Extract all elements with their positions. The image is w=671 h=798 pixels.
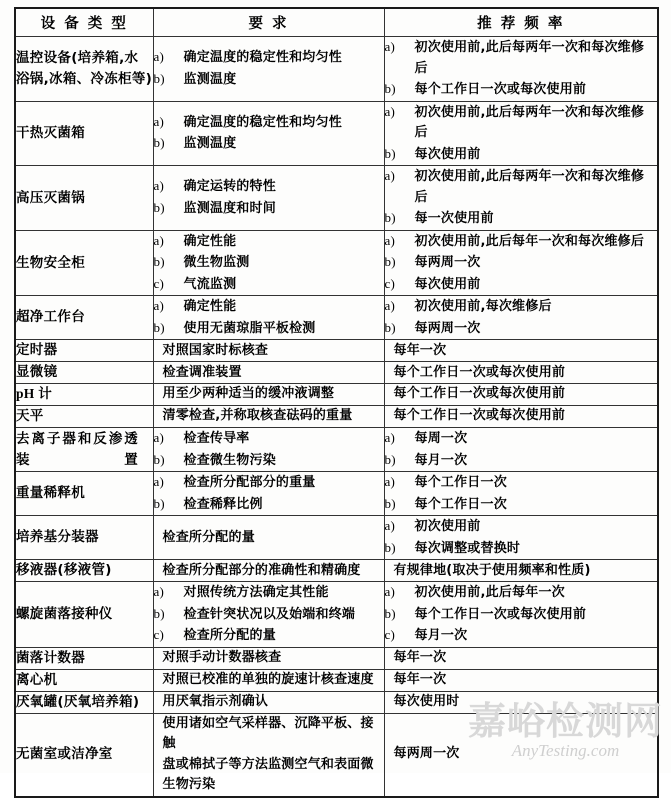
requirement-cell (153, 516, 384, 560)
requirement-cell (153, 362, 384, 384)
column-header-frequency: 推 荐 频 率 (384, 8, 658, 37)
list-item (154, 133, 384, 155)
table-row (15, 101, 658, 166)
list-item (154, 472, 384, 494)
list-item-marker: a) (384, 168, 395, 184)
frequency-cell (384, 296, 658, 340)
list-item-text: 每月一次 (414, 628, 468, 644)
equipment-type-cell (15, 691, 153, 713)
list-item-text: 检查微生物污染 (183, 452, 276, 468)
equipment-type-line: pH 计 (16, 386, 53, 402)
list-item-marker: b) (384, 539, 396, 555)
frequency-text: 每个工作日一次或每次使用前 (393, 364, 566, 380)
frequency-item-list (385, 582, 658, 647)
list-item (385, 102, 658, 144)
table-row (15, 472, 658, 516)
requirement-item-list (154, 176, 384, 219)
frequency-text: 每年一次 (393, 342, 447, 358)
table-header-row (15, 8, 658, 37)
list-item-marker: b) (384, 319, 396, 335)
frequency-text: 有规律地(取决于使用频率和性质) (393, 562, 591, 578)
list-item-marker: c) (384, 627, 395, 643)
list-item (385, 538, 658, 560)
requirement-cell (153, 582, 384, 648)
requirement-item-list (154, 296, 384, 339)
list-item-text: 初次使用前,此后每两年一次和每次维修后 (414, 169, 645, 205)
requirement-cell (153, 101, 384, 166)
list-item-text: 初次使用前,此后每年一次 (414, 585, 565, 601)
list-item (385, 450, 658, 472)
list-item (385, 318, 658, 340)
list-item-text: 每两周一次 (414, 320, 481, 336)
list-item-text: 检查传导率 (183, 431, 250, 447)
list-item (154, 274, 384, 296)
list-item-marker: b) (153, 451, 165, 467)
requirement-cell (153, 560, 384, 582)
requirement-text: 检查所分配的量 (162, 529, 255, 545)
list-item-marker: a) (153, 584, 164, 600)
list-item-text: 每月一次 (414, 452, 468, 468)
frequency-item-list (385, 472, 658, 515)
requirement-cell (153, 647, 384, 669)
table-row (15, 560, 658, 582)
requirement-text: 对照手动计数器核查 (162, 650, 282, 666)
requirement-text: 检查调准装置 (162, 364, 242, 380)
list-item-marker: b) (153, 319, 165, 335)
equipment-type-line: 温控设备(培养箱,水 (16, 49, 139, 66)
equipment-type-line: 定时器 (16, 342, 58, 359)
table-row (15, 691, 658, 713)
frequency-item-list (385, 428, 658, 471)
equipment-type-line: 重量稀释机 (16, 485, 85, 502)
requirement-item-list (154, 428, 384, 471)
equipment-type-line: 厌氧罐(厌氧培养箱) (16, 693, 140, 710)
list-item (154, 625, 384, 647)
requirement-cell (153, 230, 384, 296)
frequency-text: 每个工作日一次或每次使用前 (393, 408, 566, 424)
list-item-text: 确定性能 (183, 233, 237, 249)
list-item-marker: a) (153, 113, 164, 129)
list-item-marker: c) (153, 627, 164, 643)
list-item-text: 监测温度 (183, 71, 237, 87)
list-item (385, 428, 658, 450)
equipment-type-cell (15, 296, 153, 340)
list-item-text: 每一次使用前 (414, 211, 494, 227)
requirement-cell (153, 166, 384, 231)
requirement-text-line: 盘或棉拭子等方法监测空气和表面微 (162, 756, 374, 772)
watermark-chinese-text: 嘉峪检测网 (467, 699, 663, 744)
equipment-type-cell (15, 472, 153, 516)
equipment-type-cell (15, 582, 153, 648)
list-item (385, 296, 658, 318)
frequency-item-list (385, 166, 658, 230)
equipment-type-line: 培养基分装器 (16, 529, 99, 546)
list-item (385, 166, 658, 208)
requirement-item-list (154, 472, 384, 515)
column-header-requirement: 要 求 (153, 8, 384, 37)
equipment-type-line: 干热灭菌箱 (16, 124, 85, 141)
list-item-marker: b) (153, 605, 165, 621)
list-item-text: 每个工作日一次 (414, 496, 507, 512)
list-item-marker: a) (153, 178, 164, 194)
list-item-marker: b) (153, 135, 165, 151)
equipment-type-cell (15, 340, 153, 362)
frequency-cell (384, 472, 658, 516)
list-item-marker: b) (384, 145, 396, 161)
list-item-marker: b) (153, 254, 165, 270)
frequency-text: 每次使用时 (393, 693, 460, 709)
list-item (385, 231, 658, 253)
column-header-equipment-type: 设 备 类 型 (15, 8, 153, 37)
requirement-item-list (154, 47, 384, 90)
list-item (385, 582, 658, 604)
table-row (15, 647, 658, 669)
frequency-item-list (385, 296, 658, 339)
table-row (15, 362, 658, 384)
list-item-text: 对照传统方法确定其性能 (183, 585, 329, 601)
list-item-text: 检查稀释比例 (183, 496, 263, 512)
equipment-type-line: 移液器(移液管) (16, 562, 112, 579)
list-item-text: 初次使用前,每次维修后 (414, 299, 552, 315)
list-item-marker: a) (153, 298, 164, 314)
equipment-type-cell (15, 647, 153, 669)
list-item-text: 检查所分配部分的重量 (183, 475, 316, 491)
list-item-text: 使用无菌琼脂平板检测 (183, 320, 316, 336)
table-row (15, 230, 658, 296)
list-item-text: 检查所分配的量 (183, 628, 276, 644)
list-item-text: 确定性能 (183, 299, 237, 315)
equipment-type-line: 去离子器和反渗透 (16, 430, 138, 447)
requirement-cell (153, 691, 384, 713)
equipment-type-cell (15, 516, 153, 560)
list-item-marker: c) (384, 275, 395, 291)
frequency-item-list (385, 231, 658, 296)
equipment-type-line: 螺旋菌落接种仪 (16, 606, 113, 623)
list-item (385, 37, 658, 79)
list-item-marker: b) (384, 495, 396, 511)
list-item-marker: b) (384, 451, 396, 467)
list-item-text: 每周一次 (414, 431, 468, 447)
list-item (385, 208, 658, 230)
list-item-marker: b) (153, 70, 165, 86)
list-item-text: 每两周一次 (414, 255, 481, 271)
requirement-cell (153, 472, 384, 516)
list-item (154, 318, 384, 340)
list-item-marker: b) (153, 199, 165, 215)
list-item-text: 确定运转的特性 (183, 179, 276, 195)
frequency-cell (384, 362, 658, 384)
table-row (15, 516, 658, 560)
list-item-marker: a) (153, 474, 164, 490)
equipment-type-line: 天平 (16, 408, 44, 425)
list-item-text: 每次调整或替换时 (414, 540, 521, 556)
list-item (385, 472, 658, 494)
frequency-text: 每两周一次 (393, 746, 460, 762)
list-item-text: 初次使用前,此后每年一次和每次维修后 (414, 233, 645, 249)
requirement-cell (153, 340, 384, 362)
table-row (15, 713, 658, 797)
table-row (15, 296, 658, 340)
list-item (385, 144, 658, 166)
list-item-marker: a) (384, 474, 395, 490)
equipment-type-cell (15, 101, 153, 166)
list-item-text: 每个工作日一次或每次使用前 (414, 606, 587, 622)
requirement-text-line: 生物污染 (162, 777, 216, 793)
list-item-marker: b) (384, 605, 396, 621)
frequency-cell (384, 560, 658, 582)
requirement-cell (153, 384, 384, 406)
requirement-text: 对照国家时标核查 (162, 342, 269, 358)
list-item-text: 初次使用前,此后每两年一次和每次维修后 (414, 104, 645, 141)
frequency-item-list (385, 37, 658, 101)
requirement-cell (153, 37, 384, 102)
frequency-cell (384, 406, 658, 428)
equipment-type-cell (15, 713, 153, 797)
list-item (385, 494, 658, 516)
requirement-item-list (154, 231, 384, 296)
list-item-marker: b) (153, 495, 165, 511)
requirement-cell (153, 669, 384, 691)
list-item (154, 428, 384, 450)
equipment-type-line: 浴锅,冰箱、冷冻柜等) (16, 70, 153, 87)
table-row (15, 582, 658, 648)
frequency-text: 每年一次 (393, 671, 447, 687)
list-item (154, 450, 384, 472)
list-item (385, 625, 658, 647)
requirement-text: 清零检查,并称取核查砝码的重量 (162, 408, 353, 424)
frequency-cell (384, 384, 658, 406)
list-item-marker: c) (153, 275, 164, 291)
equipment-type-cell (15, 230, 153, 296)
requirement-item-list (154, 582, 384, 647)
frequency-item-list (385, 516, 658, 559)
requirement-text: 对照已校准的单独的旋速计核查速度 (162, 671, 374, 687)
frequency-cell (384, 516, 658, 560)
equipment-type-line: 生物安全柜 (16, 254, 85, 271)
table-row (15, 340, 658, 362)
equipment-type-line: 无菌室或洁净室 (16, 746, 113, 763)
equipment-type-cell (15, 560, 153, 582)
list-item (154, 296, 384, 318)
frequency-cell (384, 340, 658, 362)
list-item-text: 每次使用前 (414, 146, 481, 162)
frequency-cell (384, 101, 658, 166)
frequency-cell (384, 166, 658, 231)
requirement-text-line: 使用诸如空气采样器、沉降平板、接触 (162, 715, 374, 752)
equipment-type-cell (15, 384, 153, 406)
list-item-marker: a) (384, 39, 395, 54)
frequency-text: 每年一次 (393, 650, 447, 666)
equipment-type-line: 高压灭菌锅 (16, 189, 85, 206)
frequency-cell (384, 713, 658, 797)
requirement-cell (153, 296, 384, 340)
table-row (15, 669, 658, 691)
list-item-marker: a) (384, 298, 395, 314)
equipment-type-cell (15, 669, 153, 691)
equipment-type-cell (15, 428, 153, 472)
requirement-item-list (154, 112, 384, 155)
list-item-text: 检查针突状况以及始端和终端 (183, 606, 356, 622)
frequency-cell (384, 691, 658, 713)
frequency-cell (384, 669, 658, 691)
equipment-type-cell (15, 406, 153, 428)
frequency-text: 每个工作日一次或每次使用前 (393, 386, 566, 402)
requirement-cell (153, 406, 384, 428)
table-row (15, 37, 658, 102)
frequency-cell (384, 37, 658, 102)
equipment-type-line: 超净工作台 (16, 309, 85, 326)
list-item (154, 582, 384, 604)
list-item-text: 确定温度的稳定性和均匀性 (183, 114, 342, 130)
frequency-cell (384, 582, 658, 648)
equipment-type-line: 显微镜 (16, 364, 58, 381)
watermark-english-text: AnyTesting.com (511, 741, 620, 761)
list-item (154, 198, 384, 220)
list-item-marker: a) (153, 430, 164, 446)
frequency-item-list (385, 102, 658, 166)
list-item-text: 每次使用前 (414, 276, 481, 292)
list-item (154, 231, 384, 253)
table-row (15, 166, 658, 231)
list-item-text: 监测温度 (183, 136, 237, 152)
list-item (154, 112, 384, 134)
frequency-cell (384, 230, 658, 296)
equipment-type-line: 装置 (16, 451, 138, 468)
list-item (385, 274, 658, 296)
equipment-type-cell (15, 37, 153, 102)
list-item-text: 监测温度和时间 (183, 200, 276, 216)
list-item-text: 气流监测 (183, 276, 237, 292)
list-item-text: 微生物监测 (183, 255, 250, 271)
requirement-text: 检查所分配部分的准确性和精确度 (162, 562, 361, 578)
list-item-text: 初次使用前 (414, 519, 481, 535)
equipment-type-line: 离心机 (16, 671, 58, 688)
list-item (154, 176, 384, 198)
list-item-marker: a) (384, 518, 395, 534)
list-item (385, 79, 658, 101)
frequency-cell (384, 428, 658, 472)
list-item (154, 252, 384, 274)
list-item-marker: a) (384, 584, 395, 600)
list-item-marker: b) (384, 210, 396, 226)
list-item-marker: a) (153, 232, 164, 248)
equipment-type-cell (15, 166, 153, 231)
equipment-type-cell (15, 362, 153, 384)
list-item-marker: a) (384, 430, 395, 446)
requirement-text: 用至少两种适当的缓冲液调整 (162, 386, 335, 402)
list-item (385, 252, 658, 274)
equipment-type-line: 菌落计数器 (16, 649, 85, 666)
list-item (385, 604, 658, 626)
list-item-text: 每个工作日一次 (414, 475, 507, 491)
table-row (15, 384, 658, 406)
table-head (15, 8, 658, 37)
list-item (154, 604, 384, 626)
requirement-cell (153, 713, 384, 797)
requirement-text: 用厌氧指示剂确认 (162, 693, 269, 709)
list-item-text: 初次使用前,此后每两年一次和每次维修后 (414, 40, 645, 76)
list-item-marker: a) (384, 103, 395, 119)
list-item (385, 516, 658, 538)
frequency-cell (384, 647, 658, 669)
table-body (15, 37, 658, 797)
list-item-marker: b) (384, 254, 396, 270)
equipment-verification-table (14, 7, 659, 798)
list-item-text: 每个工作日一次或每次使用前 (414, 82, 587, 98)
table-row (15, 428, 658, 472)
list-item-text: 确定温度的稳定性和均匀性 (183, 50, 342, 66)
requirement-cell (153, 428, 384, 472)
list-item-marker: a) (153, 49, 164, 65)
list-item (154, 47, 384, 69)
list-item-marker: a) (384, 232, 395, 248)
list-item-marker: b) (384, 81, 396, 97)
table-row (15, 406, 658, 428)
list-item (154, 494, 384, 516)
list-item (154, 69, 384, 91)
